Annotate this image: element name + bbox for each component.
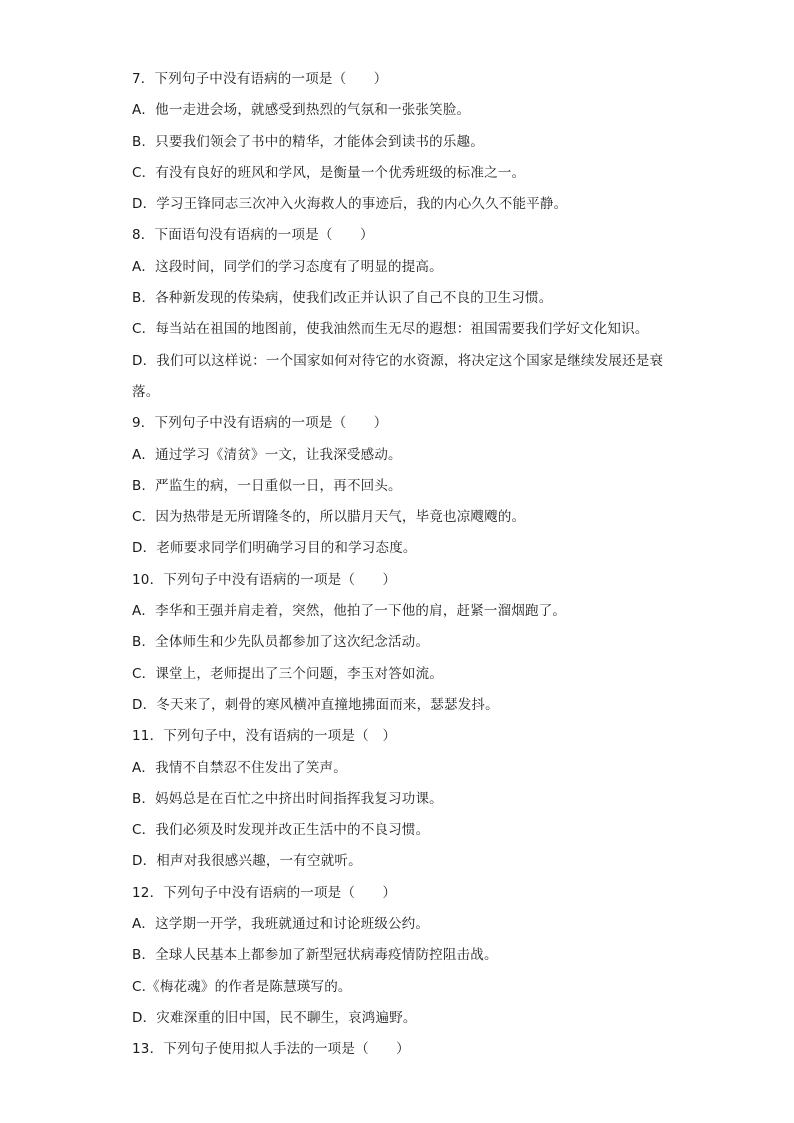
option-c: C．因为热带是无所谓隆冬的，所以腊月天气，毕竟也凉飕飕的。 [132,509,526,526]
option-c: C．课堂上，老师提出了三个问题，李玉对答如流。 [132,665,444,682]
option-c: C．我们必须及时发现并改正生活中的不良习惯。 [132,822,430,839]
option-c: C．有没有良好的班风和学风，是衡量一个优秀班级的标准之一。 [132,164,526,181]
option-b: B．全球人民基本上都参加了新型冠状病毒疫情防控阻击战。 [132,947,498,964]
option-d: D．我们可以这样说：一个国家如何对待它的水资源，将决定这个国家是继续发展还是衰落。 [132,352,664,400]
option-b: B．只要我们领会了书中的精华，才能体会到读书的乐趣。 [132,133,484,150]
question-stem: 10．下列句子中没有语病的一项是（ ） [132,571,397,588]
option-a: A．这段时间，同学们的学习态度有了明显的提高。 [132,258,443,275]
option-a: A．李华和王强并肩走着，突然，他拍了一下他的肩，赶紧一溜烟跑了。 [132,603,567,620]
question-stem: 13．下列句子使用拟人手法的一项是（ ） [132,1041,410,1058]
option-a: A．这学期一开学，我班就通过和讨论班级公约。 [132,916,430,933]
option-a: A．通过学习《清贫》一文，让我深受感动。 [132,446,402,463]
question-stem: 12．下列句子中没有语病的一项是（ ） [132,884,397,901]
option-a: A．他一走进会场，就感受到热烈的气氛和一张张笑脸。 [132,102,471,119]
option-b: B．妈妈总是在百忙之中挤出时间指挥我复习功课。 [132,790,443,807]
option-c: C．每当站在祖国的地图前，使我油然而生无尽的遐想：祖国需要我们学好文化知识。 [132,321,649,338]
option-b: B．严监生的病，一日重似一日，再不回头。 [132,477,402,494]
question-stem: 9．下列句子中没有语病的一项是（ ） [132,415,388,432]
option-d: D．相声对我很感兴趣，一有空就听。 [132,853,362,870]
option-b: B．各种新发现的传染病，使我们改正并认识了自己不良的卫生习惯。 [132,290,553,307]
option-b: B．全体师生和少先队员都参加了这次纪念活动。 [132,634,430,651]
question-stem: 11．下列句子中，没有语病的一项是（ ） [132,728,397,745]
option-d: D．冬天来了，刺骨的寒风横冲直撞地拂面而来，瑟瑟发抖。 [132,696,499,713]
option-c: C.《梅花魂》的作者是陈慧瑛写的。 [132,978,352,995]
question-stem: 8．下面语句没有语病的一项是（ ） [132,227,374,244]
option-d: D．学习王锋同志三次冲入火海救人的事迹后，我的内心久久不能平静。 [132,196,568,213]
option-a: A．我情不自禁忍不住发出了笑声。 [132,759,347,776]
question-stem: 7．下列句子中没有语病的一项是（ ） [132,71,388,87]
option-d: D．灾难深重的旧中国，民不聊生，哀鸿遍野。 [132,1009,417,1026]
option-d: D．老师要求同学们明确学习目的和学习态度。 [132,540,417,557]
